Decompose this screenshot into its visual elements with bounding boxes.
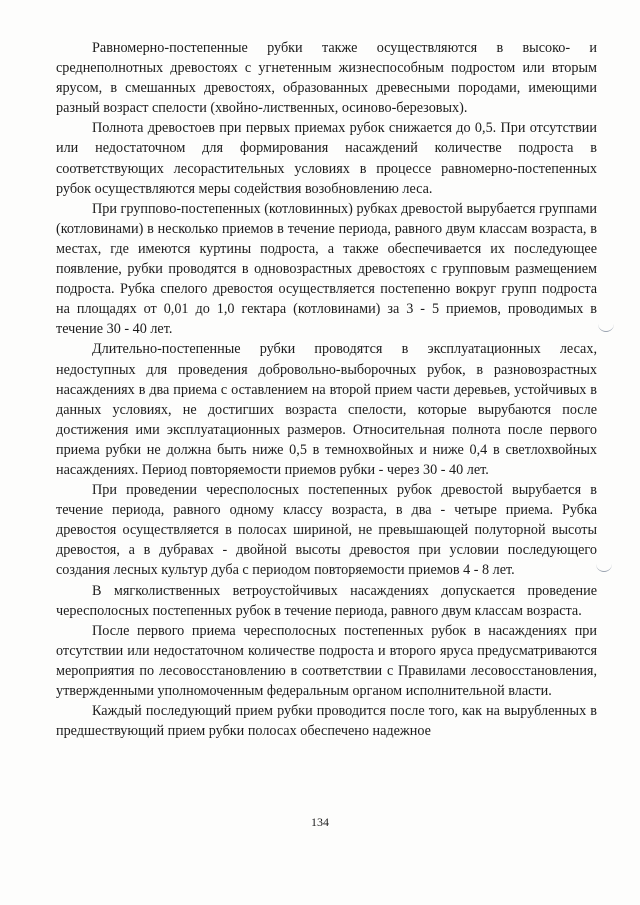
paragraph: В мягколиственных ветроустойчивых насаждениях допускается проведение чересполосных постепенных рубок в течение периода, равного двум классам возраста. bbox=[56, 582, 597, 619]
paragraph: При группово-постепенных (котловинных) рубках древостой вырубается группами (котловинами) в несколько приемов в течение периода, равного двум классам возраста, в местах, где имеются куртины подроста, а также обеспечивается их последующее появление, рубки проводятся в одновозрастных древостоях с групповым размещением подроста. Рубка спелого древостоя осуществляется постепенно вокруг групп подроста на площадях от 0,01 до 1,0 гектара (котловинами) за 3 - 5 приемов, проводимых в течение 30 - 40 лет. bbox=[56, 200, 597, 338]
paragraph: Равномерно-постепенные рубки также осуществляются в высоко- и среднеполнотных древостоях с угнетенным жизнеспособным подростом или вторым ярусом, в смешанных древостоях, образованных древесными породами, имеющими разный возраст спелости (хвойно-лиственных, осиново-березовых). bbox=[56, 40, 597, 117]
scan-mark bbox=[598, 323, 614, 332]
scan-mark bbox=[596, 563, 612, 572]
paragraph: При проведении чересполосных постепенных рубок древостой вырубается в течение периода, равного одному классу возраста, в два - четыре приема. Рубка древостоя осуществляется в полосах шириной, не превышающей полуторной высоты древостоя, а в дубравах - двойной высоты древостоя при условии последующего создания лесных культур дуба с периодом повторяемости приемов 4 - 8 лет. bbox=[56, 482, 597, 579]
paragraph: Длительно-постепенные рубки проводятся в эксплуатационных лесах, недоступных для проведения добровольно-выборочных рубок, в разновозрастных насаждениях в два приема с оставлением на второй прием части деревьев, устойчивых в данных условиях, не достигших возраста спелости, которые вырубаются после достижения ими эксплуатационных размеров. Относительная полнота после первого приема рубки не должна быть ниже 0,5 в темнохвойных и ниже 0,4 в светлохвойных насаждениях. Период повторяемости приемов рубки - через 30 - 40 лет. bbox=[56, 341, 597, 478]
body-text bbox=[56, 38, 597, 741]
paragraph: После первого приема чересполосных постепенных рубок в насаждениях при отсутствии или недостаточном количестве подроста и второго яруса предусматриваются мероприятия по лесовосстановлению в соответствии с Правилами лесовосстановления, утвержденными уполномоченным федеральным органом исполнительной власти. bbox=[56, 622, 597, 699]
page-number: 134 bbox=[311, 815, 329, 829]
paragraph: Полнота древостоев при первых приемах рубок снижается до 0,5. При отсутствии или недостаточном для формирования насаждений количестве подроста в соответствующих лесорастительных условиях в процессе равномерно-постепенных рубок осуществляются меры содействия возобновлению леса. bbox=[56, 120, 597, 197]
paragraph: Каждый последующий прием рубки проводится после того, как на вырубленных в предшествующий прием рубки полосах обеспечено надежное bbox=[56, 703, 597, 740]
